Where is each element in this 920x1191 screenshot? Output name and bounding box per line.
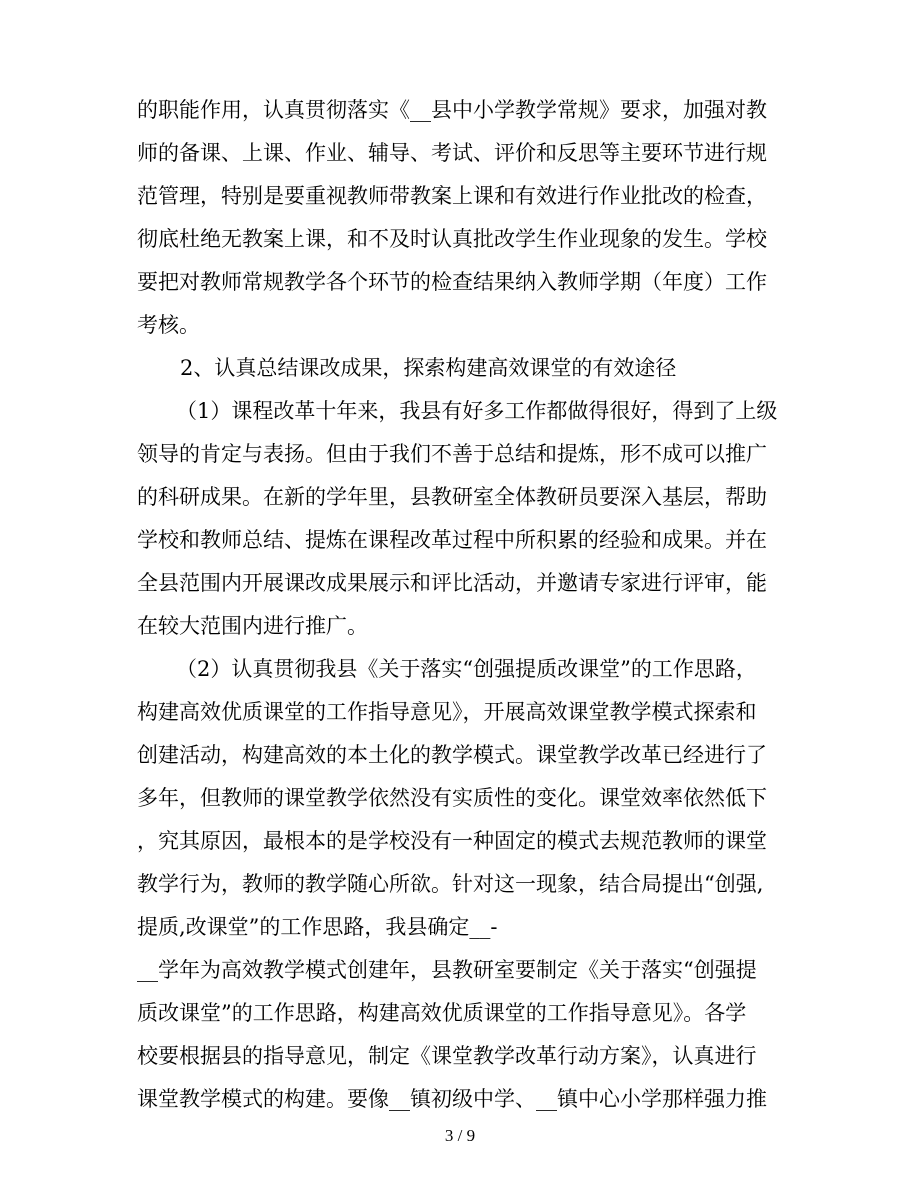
paragraph-1-line-1: （1）课程改革十年来，我县有好多工作都做得很好，得到了上级 [176, 399, 778, 423]
paragraph-1-line-6: 在较大范围内进行推广。 [137, 614, 368, 638]
paragraph-2-line-9: 质改课堂”的工作思路，构建高效优质课堂的工作指导意见》。各学 [137, 1001, 747, 1025]
text-line-1: 的职能作用，认真贯彻落实《__县中小学教学常规》要求，加强对教 [137, 98, 767, 122]
paragraph-2-line-6: 教学行为，教师的教学随心所欲。针对这一现象，结合局提出“创强, [137, 872, 764, 896]
paragraph-2-line-7: 提质,改课堂”的工作思路，我县确定__- [137, 915, 498, 939]
text-line-2: 师的备课、上课、作业、辅导、考试、评价和反思等主要环节进行规 [137, 141, 767, 165]
paragraph-1-line-5: 全县范围内开展课改成果展示和评比活动，并邀请专家进行评审，能 [137, 571, 767, 595]
text-line-5: 要把对教师常规教学各个环节的检查结果纳入教师学期（年度）工作 [137, 270, 767, 294]
section-heading-2: 2、认真总结课改成果，探索构建高效课堂的有效途径 [180, 356, 677, 380]
text-line-3: 范管理，特别是要重视教师带教案上课和有效进行作业批改的检查， [137, 184, 767, 208]
paragraph-1-line-4: 学校和教师总结、提炼在课程改革过程中所积累的经验和成果。并在 [137, 528, 767, 552]
text-line-6: 考核。 [137, 313, 200, 337]
paragraph-2-line-11: 课堂教学模式的构建。要像__镇初级中学、__镇中心小学那样强力推 [137, 1087, 767, 1111]
paragraph-2-line-1: （2）认真贯彻我县《关于落实“创强提质改课堂”的工作思路， [176, 657, 757, 681]
paragraph-2-line-5: ，究其原因，最根本的是学校没有一种固定的模式去规范教师的课堂 [137, 829, 767, 853]
paragraph-2-line-10: 校要根据县的指导意见，制定《课堂教学改革行动方案》，认真进行 [137, 1044, 757, 1068]
paragraph-1-line-2: 领导的肯定与表扬。但由于我们不善于总结和提炼，形不成可以推广 [137, 442, 767, 466]
page-number: 3 / 9 [444, 1126, 476, 1145]
paragraph-2-line-4: 多年，但教师的课堂教学依然没有实质性的变化。课堂效率依然低下 [137, 786, 767, 810]
paragraph-2-line-8: __学年为高效教学模式创建年，县教研室要制定《关于落实“创强提 [137, 958, 757, 982]
text-line-4: 彻底杜绝无教案上课，和不及时认真批改学生作业现象的发生。学校 [137, 227, 767, 251]
paragraph-1-line-3: 的科研成果。在新的学年里，县教研室全体教研员要深入基层，帮助 [137, 485, 767, 509]
paragraph-2-line-3: 创建活动，构建高效的本土化的教学模式。课堂教学改革已经进行了 [137, 743, 767, 767]
paragraph-2-line-2: 构建高效优质课堂的工作指导意见》，开展高效课堂教学模式探索和 [137, 700, 757, 724]
